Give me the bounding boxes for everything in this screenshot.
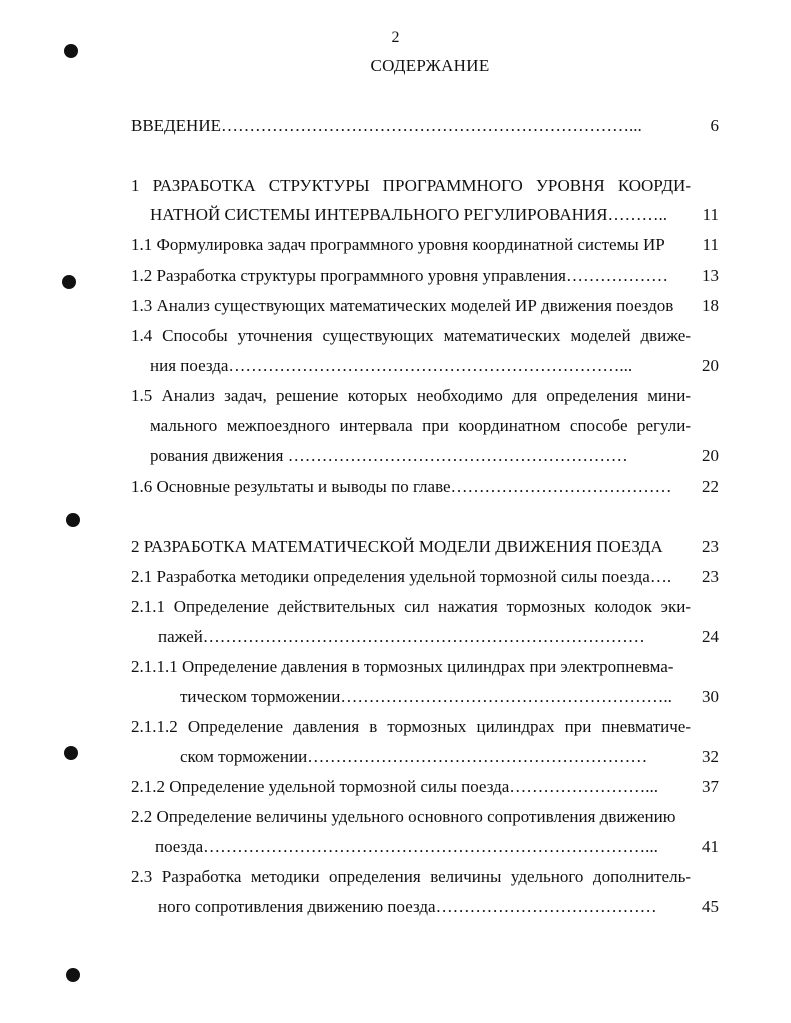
toc-entry-page: 6 — [710, 116, 719, 135]
toc-title: СОДЕРЖАНИЕ — [370, 56, 490, 75]
toc-entry-page: 45 — [702, 897, 719, 916]
toc-entry-page: 23 — [702, 567, 719, 586]
toc-entry-page: 20 — [702, 446, 719, 465]
toc-entry-text: ском торможении…………………………………………………… — [180, 747, 648, 766]
punch-hole-mark — [66, 968, 80, 982]
toc-entry-text: ния поезда……………………………………………………………... — [150, 356, 633, 375]
toc-entry-page: 41 — [702, 837, 719, 856]
toc-entry-page: 22 — [702, 477, 719, 496]
toc-entry-text: 2.3 Разработка методики определения величины удельного дополнитель- — [131, 867, 691, 886]
toc-entry-page: 18 — [702, 296, 719, 315]
toc-entry-text: ного сопротивления движению поезда………………………………… — [158, 897, 657, 916]
toc-entry-text: 1.6 Основные результаты и выводы по главе………………………………… — [131, 477, 672, 496]
toc-entry-page: 30 — [702, 687, 719, 706]
toc-entry-text: 1.2 Разработка структуры программного уровня управления……………… — [131, 266, 668, 285]
toc-entry-text: 1.5 Анализ задач, решение которых необходимо для определения мини- — [131, 386, 691, 405]
toc-entry-text: тическом торможении………………………………………………….. — [180, 687, 672, 706]
toc-entry-text: пажей…………………………………………………………………… — [158, 627, 645, 646]
page-number: 2 — [391, 29, 400, 46]
toc-entry-text: НАТНОЙ СИСТЕМЫ ИНТЕРВАЛЬНОГО РЕГУЛИРОВАНИЯ……….. — [150, 205, 668, 224]
toc-entry-text: 1 РАЗРАБОТКА СТРУКТУРЫ ПРОГРАММНОГО УРОВНЯ КООРДИ- — [131, 176, 691, 195]
toc-entry-text: поезда……………………………………………………………………... — [155, 837, 658, 856]
toc-entry-text: ВВЕДЕНИЕ………………………………………………………………... — [131, 116, 642, 135]
toc-entry-text: 2.1 Разработка методики определения удельной тормозной силы поезда…. — [131, 567, 672, 586]
toc-entry-text: 1.4 Способы уточнения существующих математических моделей движе- — [131, 326, 691, 345]
toc-entry-text: мального межпоездного интервала при координатном способе регули- — [150, 416, 691, 435]
toc-entry-page: 13 — [702, 266, 719, 285]
toc-entry-text: 1.3 Анализ существующих математических моделей ИР движения поездов — [131, 296, 674, 315]
toc-entry-text: 2.1.2 Определение удельной тормозной силы поезда……………………... — [131, 777, 659, 796]
toc-entry-text: рования движения …………………………………………………… — [150, 446, 628, 465]
toc-entry-page: 11 — [702, 205, 719, 224]
toc-entry-text: 1.1 Формулировка задач программного уровня координатной системы ИР — [131, 235, 665, 254]
toc-entry-text: 2.2 Определение величины удельного основного сопротивления движению — [131, 807, 676, 826]
toc-entry-page: 23 — [702, 537, 719, 556]
toc-entry-text: 2.1.1.2 Определение давления в тормозных цилиндрах при пневматиче- — [131, 717, 691, 736]
toc-entry-page: 24 — [702, 627, 719, 646]
toc-entry-page: 37 — [702, 777, 719, 796]
toc-entry-text: 2 РАЗРАБОТКА МАТЕМАТИЧЕСКОЙ МОДЕЛИ ДВИЖЕНИЯ ПОЕЗДА — [131, 537, 663, 556]
toc-entry-page: 11 — [702, 235, 719, 254]
toc-entry-text: 2.1.1.1 Определение давления в тормозных цилиндрах при электропневма- — [131, 657, 674, 676]
punch-hole-mark — [64, 746, 78, 760]
punch-hole-mark — [62, 275, 76, 289]
toc-entry-page: 32 — [702, 747, 719, 766]
punch-hole-mark — [66, 513, 80, 527]
toc-entry-text: 2.1.1 Определение действительных сил нажатия тормозных колодок эки- — [131, 597, 691, 616]
toc-entry-page: 20 — [702, 356, 719, 375]
punch-hole-mark — [64, 44, 78, 58]
